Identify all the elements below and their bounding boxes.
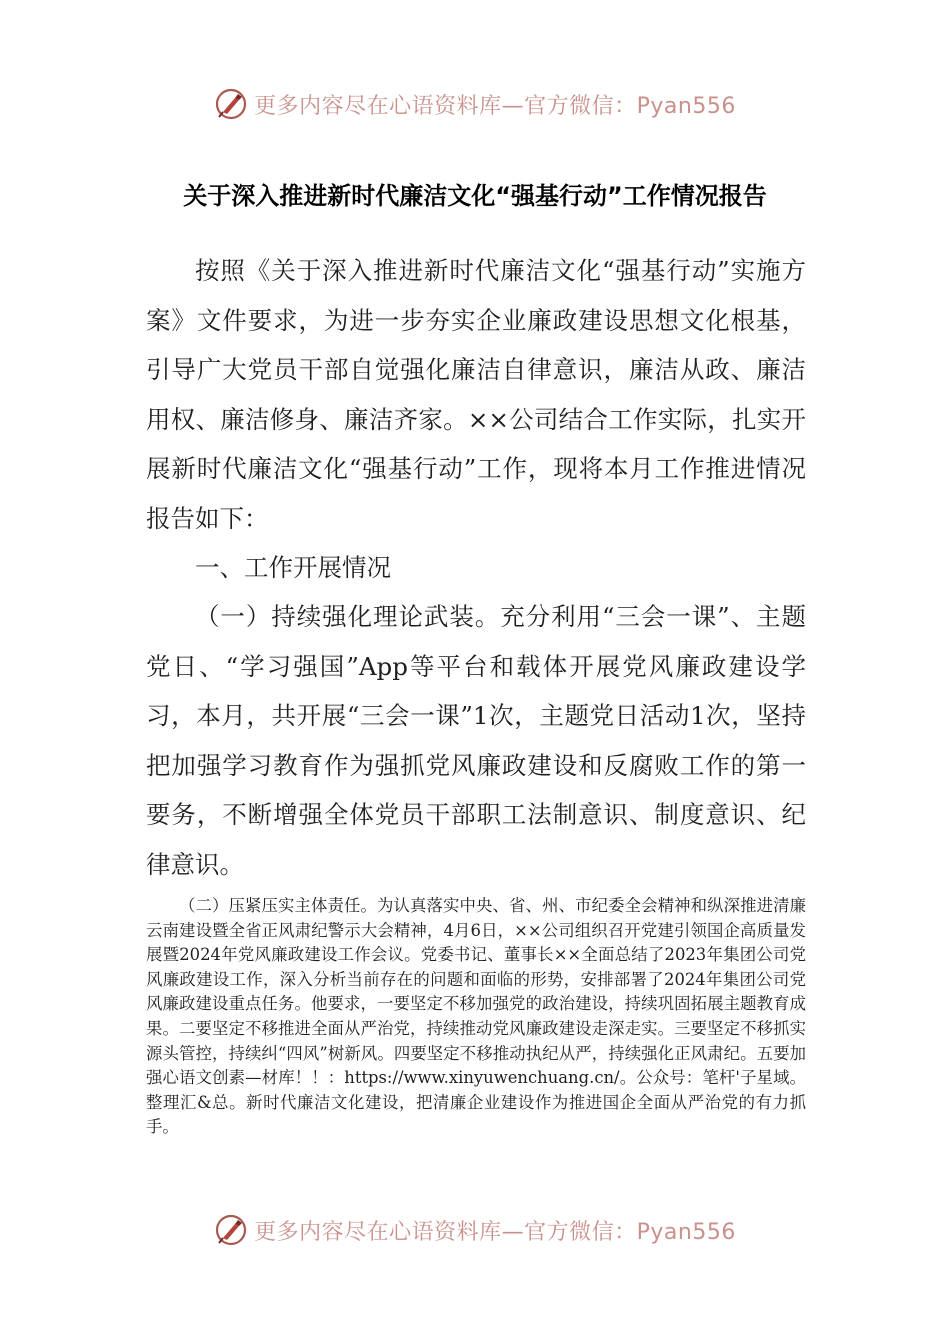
watermark-text: 更多内容尽在心语资料库—官方微信：Pyan556	[254, 1219, 736, 1245]
pen-nib-logo-icon	[214, 1213, 248, 1247]
item-paragraph-2: （二）压紧压实主体责任。为认真落实中央、省、州、市纪委全会精神和纵深推进清廉云南建设暨全省正风肃纪警示大会精神，4月6日，××公司组织召开党建引领国企高质量发展暨2024年党风廉政建设工作会议。党委书记、董事长××全面总结了2023年集团公司党风廉政建设工作，深入分析当前存在的问题和面临的形势，安排部署了2024年集团公司党风廉政建设重点任务。他要求，一要坚定不移加强党的政治建设，持续巩固拓展主题教育成果。二要坚定不移推进全面从严治党，持续推动党风廉政建设走深走实。三要坚定不移抓实源头管控，持续纠“四风”树新风。四要坚定不移推动执纪从严，持续强化正风肃纪。五要加强心语文创素—材库！！：https://www.xinyuwenchuang.cn/。公众号：笔杆'子星域。整理汇&总。新时代廉洁文化建设，把清廉企业建设作为推进国企全面从严治党的有力抓手。	[146, 896, 806, 1137]
pen-nib-logo-icon	[214, 87, 248, 121]
watermark-text: 更多内容尽在心语资料库—官方微信：Pyan556	[254, 93, 736, 119]
watermark-footer	[0, 1208, 950, 1252]
watermark-header	[0, 82, 950, 126]
intro-paragraph: 按照《关于深入推进新时代廉洁文化“强基行动”实施方案》文件要求，为进一步夯实企业廉政建设思想文化根基，引导广大党员干部自觉强化廉洁自律意识，廉洁从政、廉洁用权、廉洁修身、廉洁齐家。××公司结合工作实际，扎实开展新时代廉洁文化“强基行动”工作，现将本月工作推进情况报告如下：	[146, 256, 806, 533]
section-heading-1: 一、工作开展情况	[195, 553, 391, 582]
document-title: 关于深入推进新时代廉洁文化“强基行动”工作情况报告	[183, 182, 767, 210]
item-paragraph-1: （一）持续强化理论武装。充分利用“三会一课”、主题党日、“学习强国”App等平台和载体开展党风廉政建设学习，本月，共开展“三会一课”1次，主题党日活动1次，坚持把加强学习教育作为强抓党风廉政建设和反腐败工作的第一要务，不断增强全体党员干部职工法制意识、制度意识、纪律意识。	[146, 602, 806, 879]
